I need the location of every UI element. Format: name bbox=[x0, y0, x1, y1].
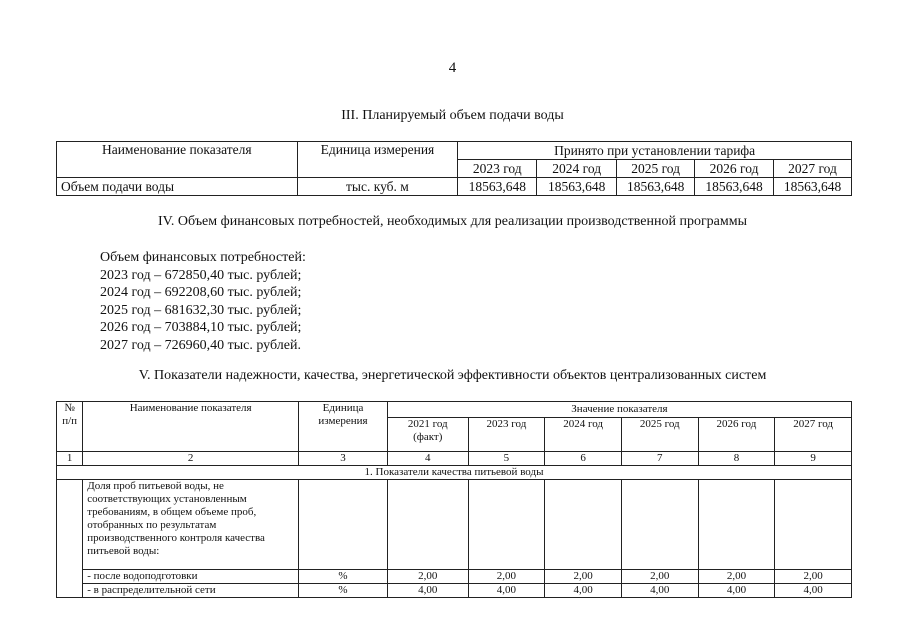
year-header: 2025 год bbox=[617, 160, 695, 178]
value-cell: 2,00 bbox=[545, 570, 622, 584]
row-unit: % bbox=[299, 570, 388, 584]
value-cell: 18563,648 bbox=[458, 178, 537, 196]
column-number: 2 bbox=[83, 452, 299, 466]
empty-cell bbox=[299, 480, 388, 570]
empty-cell bbox=[387, 480, 468, 570]
unit-header: Единица измерения bbox=[299, 402, 388, 452]
year-header: 2021 год (факт) bbox=[387, 418, 468, 452]
year-header: 2024 год bbox=[537, 160, 617, 178]
column-number: 6 bbox=[545, 452, 622, 466]
group-number-cell bbox=[57, 480, 83, 598]
year-header: 2023 год bbox=[458, 160, 537, 178]
year-header: 2026 год bbox=[695, 160, 774, 178]
num-header: № п/п bbox=[57, 402, 83, 452]
year-header: 2023 год bbox=[468, 418, 545, 452]
empty-cell bbox=[545, 480, 622, 570]
row-unit: тыс. куб. м bbox=[297, 178, 458, 196]
section-5-title: V. Показатели надежности, качества, энергетической эффективности объектов централизованных систем bbox=[138, 368, 767, 383]
empty-cell bbox=[621, 480, 698, 570]
financial-intro: Объем финансовых потребностей: bbox=[100, 250, 306, 265]
accepted-tariff-header: Принято при установлении тарифа bbox=[458, 142, 852, 160]
row-name: - в распределительной сети bbox=[83, 584, 299, 598]
column-number: 7 bbox=[621, 452, 698, 466]
empty-cell bbox=[468, 480, 545, 570]
column-number: 4 bbox=[387, 452, 468, 466]
year-header: 2024 год bbox=[545, 418, 622, 452]
year-header: 2027 год bbox=[774, 160, 852, 178]
column-number: 9 bbox=[775, 452, 852, 466]
value-cell: 4,00 bbox=[698, 584, 775, 598]
row-name: Объем подачи воды bbox=[57, 178, 298, 196]
value-cell: 2,00 bbox=[387, 570, 468, 584]
financial-line: 2025 год – 681632,30 тыс. рублей; bbox=[100, 302, 302, 318]
financial-line: 2026 год – 703884,10 тыс. рублей; bbox=[100, 320, 302, 335]
year-header: 2027 год bbox=[775, 418, 852, 452]
value-cell: 2,00 bbox=[775, 570, 852, 584]
indicator-name-header: Наименование показателя bbox=[83, 402, 299, 452]
value-cell: 2,00 bbox=[621, 570, 698, 584]
value-cell: 4,00 bbox=[468, 584, 545, 598]
page-number: 4 bbox=[448, 60, 457, 76]
column-number: 1 bbox=[57, 452, 83, 466]
water-supply-volume-table bbox=[56, 141, 852, 196]
financial-line: 2023 год – 672850,40 тыс. рублей; bbox=[100, 267, 302, 283]
empty-cell bbox=[698, 480, 775, 570]
value-cell: 18563,648 bbox=[695, 178, 774, 196]
financial-line: 2027 год – 726960,40 тыс. рублей. bbox=[100, 337, 301, 353]
value-cell: 4,00 bbox=[621, 584, 698, 598]
value-cell: 2,00 bbox=[698, 570, 775, 584]
empty-cell bbox=[775, 480, 852, 570]
value-cell: 18563,648 bbox=[617, 178, 695, 196]
column-number: 3 bbox=[299, 452, 388, 466]
value-cell: 4,00 bbox=[775, 584, 852, 598]
financial-needs-block bbox=[100, 249, 306, 354]
section-4-title: IV. Объем финансовых потребностей, необходимых для реализации производственной программы bbox=[157, 214, 748, 229]
year-header: 2025 год bbox=[621, 418, 698, 452]
section-3-title: III. Планируемый объем подачи воды bbox=[341, 108, 564, 123]
group-title: 1. Показатели качества питьевой воды bbox=[57, 466, 852, 480]
value-cell: 4,00 bbox=[545, 584, 622, 598]
indicator-name-header: Наименование показателя bbox=[57, 142, 298, 178]
year-header: 2026 год bbox=[698, 418, 775, 452]
value-header: Значение показателя bbox=[387, 402, 851, 418]
row-name: - после водоподготовки bbox=[83, 570, 299, 584]
value-cell: 4,00 bbox=[387, 584, 468, 598]
reliability-indicators-table bbox=[56, 401, 852, 598]
column-number: 5 bbox=[468, 452, 545, 466]
column-number: 8 bbox=[698, 452, 775, 466]
value-cell: 18563,648 bbox=[774, 178, 852, 196]
financial-line: 2024 год – 692208,60 тыс. рублей; bbox=[100, 285, 302, 300]
row-unit: % bbox=[299, 584, 388, 598]
value-cell: 18563,648 bbox=[537, 178, 617, 196]
group-description: Доля проб питьевой воды, не соответствующих установленным требованиям, в общем объеме проб, отобранных по результатам производственного контроля качества питьевой воды: bbox=[83, 480, 299, 570]
unit-header: Единица измерения bbox=[297, 142, 458, 178]
value-cell: 2,00 bbox=[468, 570, 545, 584]
